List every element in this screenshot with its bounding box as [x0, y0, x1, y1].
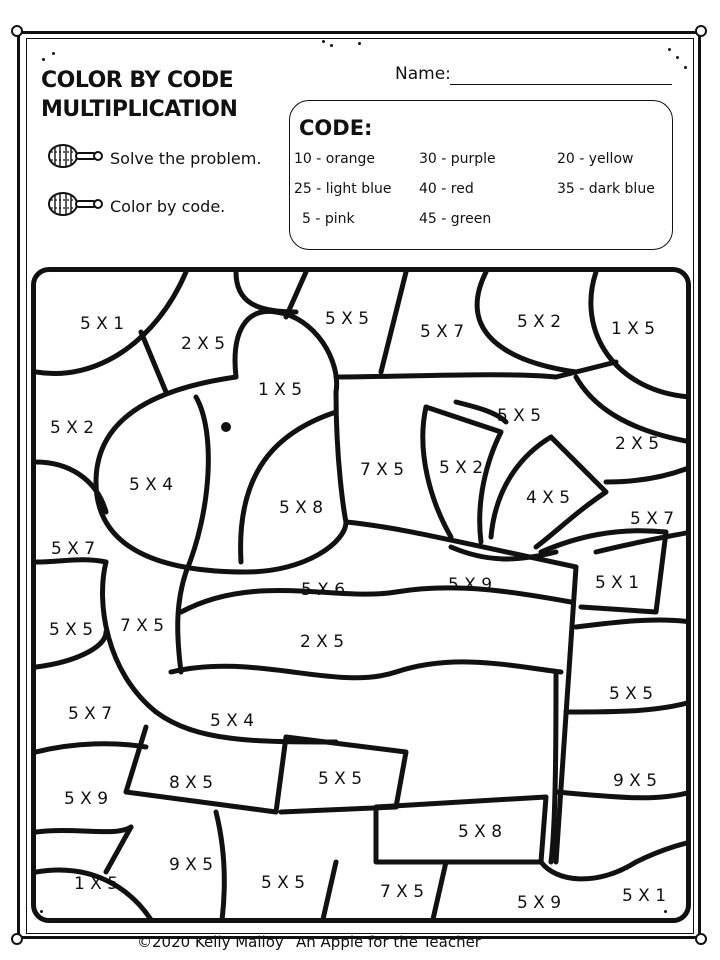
code-item: 45 - green	[419, 211, 492, 227]
problem-label: 5 X 4	[128, 475, 174, 495]
problem-label: 2 X 5	[614, 434, 660, 454]
instruction-color	[46, 191, 225, 221]
problem-label: 5 X 5	[317, 769, 363, 789]
problem-label: 5 X 7	[67, 704, 113, 724]
coloring-picture	[31, 267, 691, 923]
problem-label: 1 X 5	[73, 874, 119, 894]
code-item: 25 - light blue	[294, 181, 392, 197]
code-title: CODE:	[299, 116, 373, 140]
frame-corner-circle	[695, 933, 707, 945]
problem-label: 5 X 1	[594, 573, 640, 593]
problem-label: 5 X 5	[260, 873, 306, 893]
problem-label: 2 X 5	[299, 632, 345, 652]
problem-label: 7 X 5	[119, 616, 165, 636]
coloring-picture-lines	[36, 272, 691, 923]
problem-label: 5 X 1	[79, 314, 125, 334]
problem-label: 5 X 7	[629, 509, 675, 529]
sparkle-dot	[684, 66, 687, 69]
problem-label: 5 X 9	[447, 575, 493, 595]
problem-label: 5 X 9	[516, 893, 562, 913]
problem-label: 2 X 5	[180, 334, 226, 354]
sparkle-dot	[676, 56, 679, 59]
sparkle-dot	[358, 42, 361, 45]
problem-label: 1 X 5	[610, 319, 656, 339]
footer-copyright: ©2020 Kelly Malloy	[137, 933, 284, 951]
instruction-text: Solve the problem.	[110, 148, 262, 168]
problem-label: 5 X 2	[516, 312, 562, 332]
page-title	[41, 66, 237, 124]
problem-label: 9 X 5	[168, 855, 214, 875]
problem-label: 5 X 2	[49, 418, 95, 438]
problem-label: 5 X 7	[50, 539, 96, 559]
problem-label: 5 X 6	[300, 580, 346, 600]
code-item: 30 - purple	[419, 151, 496, 167]
problem-label: 8 X 5	[168, 773, 214, 793]
title-line-1: COLOR BY CODE	[41, 68, 234, 93]
frame-corner-circle	[11, 933, 23, 945]
instruction-text: Color by code.	[110, 196, 226, 216]
code-item: 5 - pink	[302, 211, 355, 227]
problem-label: 5 X 2	[438, 458, 484, 478]
problem-label: 9 X 5	[612, 771, 658, 791]
problem-label: 5 X 5	[48, 620, 94, 640]
code-item: 40 - red	[419, 181, 474, 197]
problem-label: 5 X 7	[419, 322, 465, 342]
sparkle-dot	[52, 52, 55, 55]
sparkle-dot	[330, 44, 333, 47]
problem-label: 5 X 5	[324, 309, 370, 329]
sparkle-dot	[668, 48, 671, 51]
maraca-icon	[46, 143, 104, 173]
name-label: Name:	[395, 64, 451, 84]
problem-label: 5 X 8	[457, 822, 503, 842]
footer-brand: An Apple for the Teacher	[296, 933, 481, 951]
problem-label: 7 X 5	[379, 882, 425, 902]
problem-label: 4 X 5	[525, 488, 571, 508]
problem-label: 5 X 5	[608, 684, 654, 704]
problem-label: 5 X 1	[621, 886, 667, 906]
frame-corner-circle	[11, 25, 23, 37]
sparkle-dot	[42, 58, 45, 61]
sparkle-dot	[322, 40, 325, 43]
code-item: 10 - orange	[294, 151, 376, 167]
problem-label: 5 X 8	[278, 498, 324, 518]
problem-label: 5 X 5	[496, 406, 542, 426]
problem-label: 7 X 5	[359, 460, 405, 480]
code-item: 35 - dark blue	[557, 181, 655, 197]
title-line-2: MULTIPLICATION	[41, 97, 238, 122]
instruction-solve	[46, 143, 261, 173]
maraca-icon	[46, 191, 104, 221]
problem-label: 5 X 9	[63, 789, 109, 809]
frame-corner-circle	[695, 25, 707, 37]
code-item: 20 - yellow	[557, 151, 634, 167]
problem-label: 5 X 4	[209, 711, 255, 731]
problem-label: 1 X 5	[257, 380, 303, 400]
name-field[interactable]	[450, 84, 672, 85]
